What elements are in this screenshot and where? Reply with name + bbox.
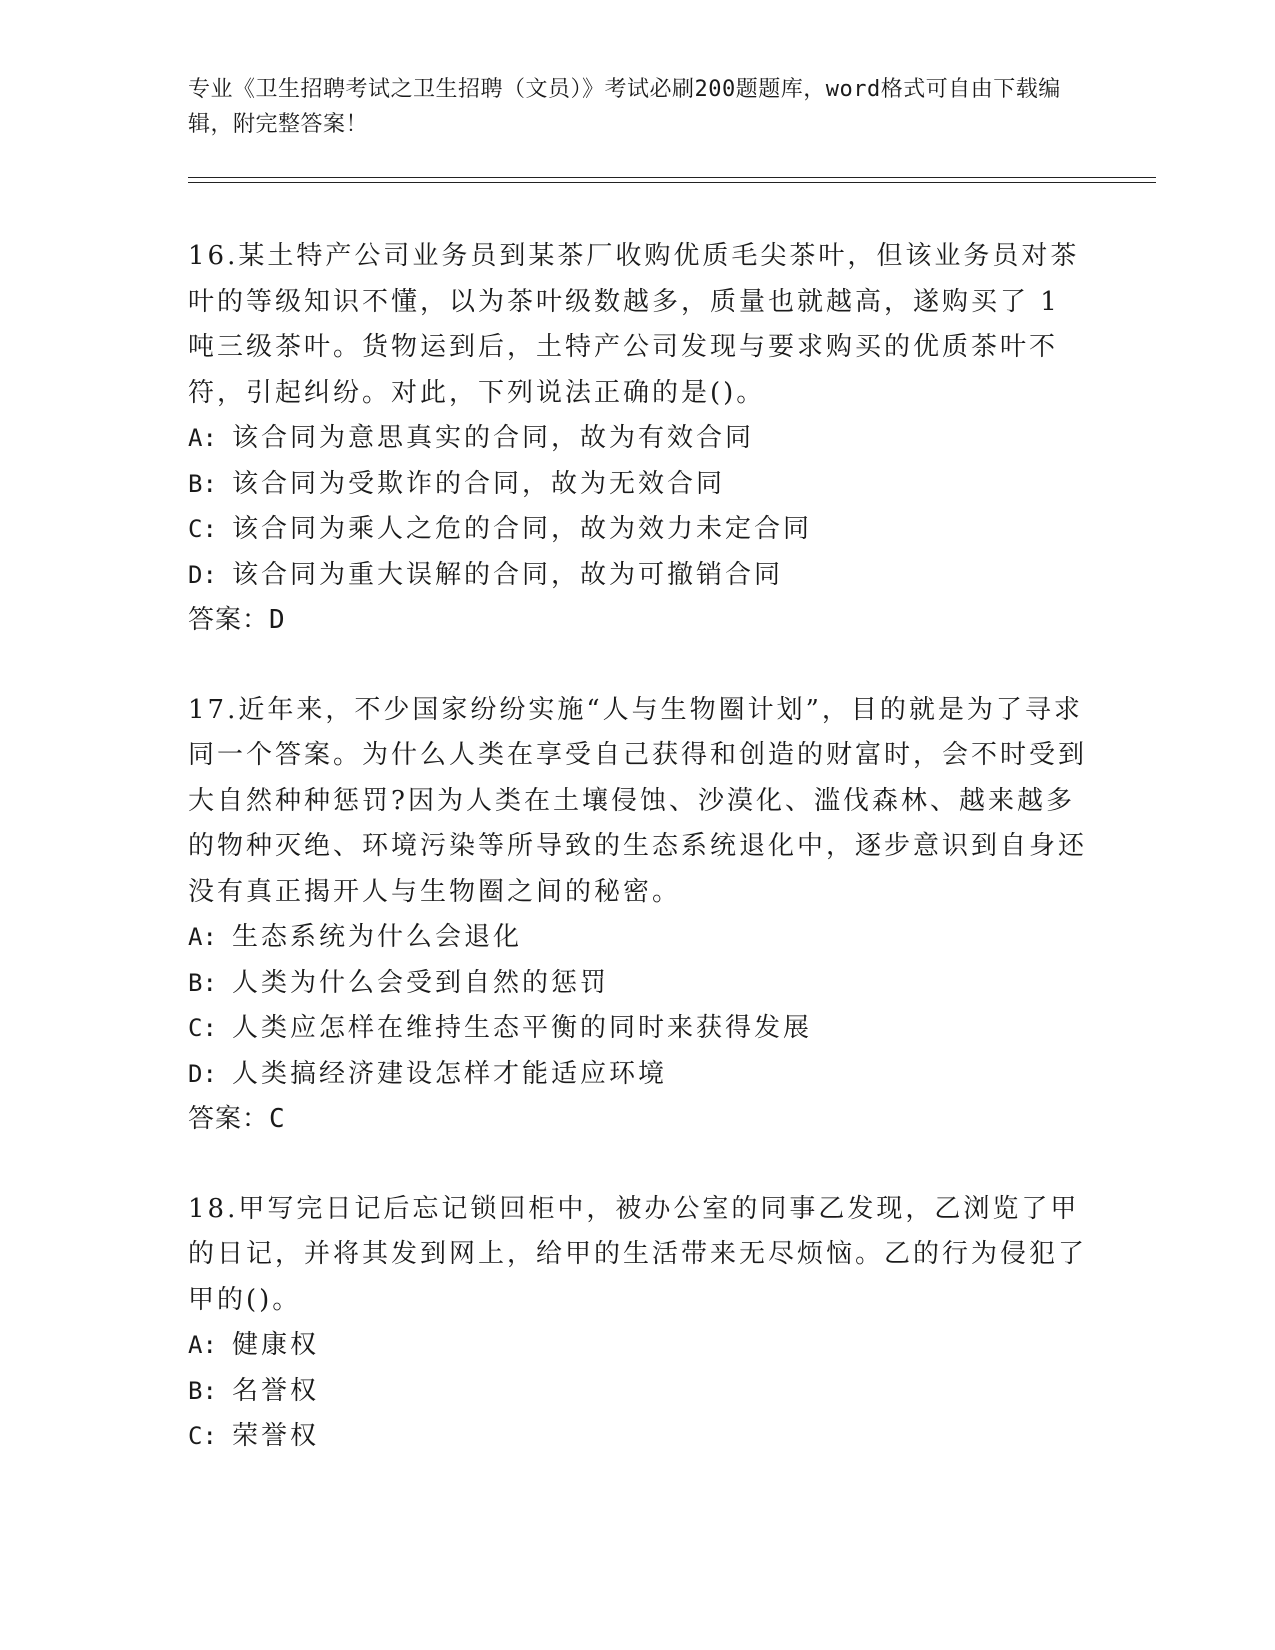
header-divider-top (188, 177, 1156, 178)
option-text: 人类为什么会受到自然的惩罚 (232, 967, 610, 998)
option-key: A: (188, 1331, 217, 1359)
answer-value: C (269, 1104, 286, 1134)
option-b (188, 1369, 1088, 1415)
option-a (188, 915, 1088, 961)
option-key: D: (188, 560, 217, 589)
option-key: A: (188, 424, 217, 452)
option-c (188, 1006, 1088, 1052)
option-key: C: (188, 1014, 217, 1042)
option-key: D: (188, 1059, 217, 1088)
answer-label: 答案： (188, 605, 270, 635)
option-text: 人类应怎样在维持生态平衡的同时来获得发展 (232, 1013, 813, 1043)
question-list (188, 234, 1088, 1504)
option-key: C: (188, 515, 217, 543)
answer-value: D (269, 605, 286, 635)
option-text: 该合同为重大误解的合同，故为可撤销合同 (232, 559, 784, 590)
option-text: 生态系统为什么会退化 (232, 922, 523, 952)
option-text: 该合同为受欺诈的合同，故为无效合同 (232, 468, 726, 499)
option-b (188, 961, 1088, 1007)
question-text: 16.某土特产公司业务员到某茶厂收购优质毛尖茶叶，但该业务员对茶叶的等级知识不懂，以为茶叶级数越多，质量也就越高，遂购买了 1 吨三级茶叶。货物运到后，土特产公司发现与要求购买的优质茶叶不符，引起纠纷。对此，下列说法正确的是()。 (188, 241, 1080, 408)
option-b (188, 462, 1088, 508)
option-key: B: (188, 1376, 217, 1405)
question-text: 17.近年来，不少国家纷纷实施“人与生物圈计划”，目的就是为了寻求同一个答案。为什么人类在享受自己获得和创造的财富时，会不时受到大自然种种惩罚?因为人类在土壤侵蚀、沙漠化、滥伐森林、越来越多的物种灭绝、环境污染等所导致的生态系统退化中，逐步意识到自身还没有真正揭开人与生物圈之间的秘密。 (188, 694, 1088, 907)
option-text: 该合同为意思真实的合同，故为有效合同 (232, 423, 755, 453)
option-a (188, 1323, 1088, 1369)
option-text: 荣誉权 (232, 1421, 320, 1451)
question-16 (188, 234, 1088, 644)
answer-line (188, 598, 1088, 644)
question-18 (188, 1187, 1088, 1460)
option-text: 该合同为乘人之危的合同，故为效力未定合同 (232, 514, 813, 544)
option-a (188, 416, 1088, 462)
header-divider-bottom (188, 182, 1156, 183)
option-key: A: (188, 923, 217, 951)
option-c (188, 507, 1088, 553)
question-17 (188, 688, 1088, 1143)
option-key: B: (188, 469, 217, 498)
option-text: 健康权 (232, 1330, 320, 1360)
option-text: 人类搞经济建设怎样才能适应环境 (232, 1058, 668, 1089)
option-text: 名誉权 (232, 1375, 320, 1406)
option-key: B: (188, 968, 217, 997)
option-c (188, 1414, 1088, 1460)
option-d (188, 1052, 1088, 1098)
question-text: 18.甲写完日记后忘记锁回柜中，被办公室的同事乙发现，乙浏览了甲的日记，并将其发到网上，给甲的生活带来无尽烦恼。乙的行为侵犯了甲的()。 (188, 1193, 1088, 1315)
option-key: C: (188, 1422, 217, 1450)
answer-line (188, 1097, 1088, 1143)
answer-label: 答案： (188, 1104, 270, 1134)
document-header: 专业《卫生招聘考试之卫生招聘（文员）》考试必刷200题题库，word格式可自由下载编辑，附完整答案！ (188, 77, 1061, 137)
option-d (188, 553, 1088, 599)
